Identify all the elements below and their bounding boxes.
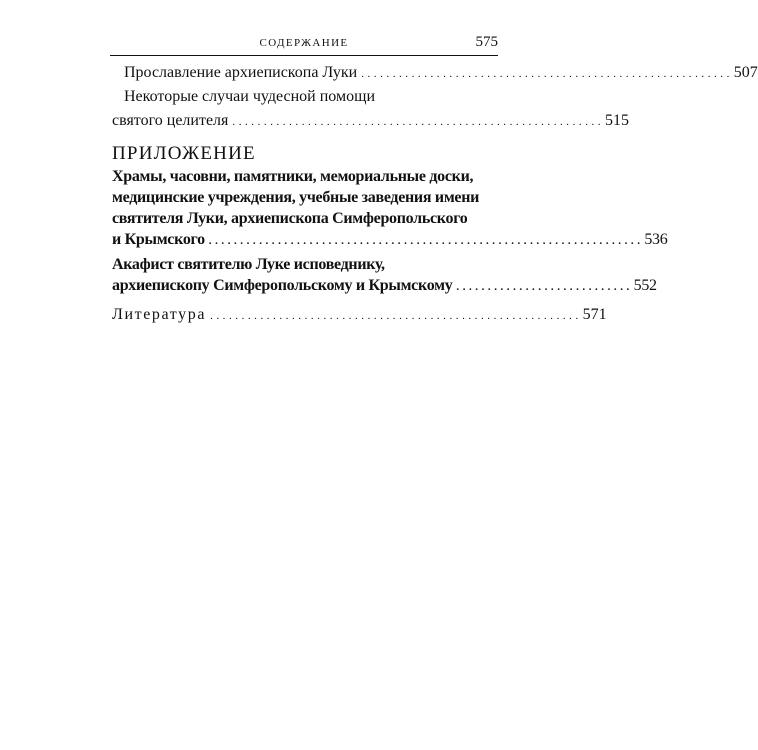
toc-entry-text: медицинские учреждения, учебные заведения имени: [112, 189, 480, 206]
running-header: [110, 34, 498, 56]
dot-leader: . . . . . . . . . . . . . . . . . . . . . . . . . . . . . . . . . . . . . . . . . . . . . . . . . . . . . . . . . . .: [210, 310, 579, 322]
spacer: [112, 298, 498, 306]
toc-entry-page: 507: [733, 64, 758, 81]
toc-entry-churches-cont[interactable]: [112, 210, 498, 231]
header-page-number: 575: [475, 34, 498, 50]
toc-entry-text: святителя Луки, архиепископа Симферопольского: [112, 210, 468, 227]
toc-entry-akathist[interactable]: [112, 256, 498, 277]
toc-entry-miracles[interactable]: [112, 88, 498, 112]
toc-entry-text: и Крымского: [112, 231, 205, 248]
toc-entry-akathist-cont[interactable]: [112, 277, 657, 298]
toc-entry-literature[interactable]: [112, 306, 607, 330]
dot-leader: . . . . . . . . . . . . . . . . . . . . . . . . . . . .: [456, 281, 630, 293]
toc-entry-text: Прославление архиепископа Луки: [124, 64, 358, 81]
appendix-heading: ПРИЛОЖЕНИЕ: [112, 143, 256, 164]
header-title: СОДЕРЖАНИЕ: [259, 37, 349, 49]
toc-entry-miracles-cont[interactable]: [112, 112, 629, 136]
toc-entry-churches-cont[interactable]: [112, 189, 498, 210]
toc-entry-churches[interactable]: [112, 168, 498, 189]
table-of-contents: [112, 64, 758, 330]
toc-entry-page: 571: [582, 306, 607, 323]
toc-entry-text: Храмы, часовни, памятники, мемориальные доски,: [112, 168, 474, 185]
toc-entry-text: Акафист святителю Луке исповеднику,: [112, 256, 385, 273]
toc-entry-text: архиепископу Симферопольскому и Крымскому: [112, 277, 453, 294]
toc-entry-text: Литература: [112, 306, 207, 323]
toc-entry-page: 515: [604, 112, 629, 129]
toc-entry-page: 536: [644, 231, 668, 248]
toc-entry-churches-cont[interactable]: [112, 231, 668, 252]
toc-entry-page: 552: [633, 277, 657, 294]
toc-entry-glorification[interactable]: [112, 64, 758, 88]
dot-leader: . . . . . . . . . . . . . . . . . . . . . . . . . . . . . . . . . . . . . . . . . . . . . . . . . . . . . . . . . . .: [232, 116, 601, 128]
dot-leader: . . . . . . . . . . . . . . . . . . . . . . . . . . . . . . . . . . . . . . . . . . . . . . . . . . . . . . . . . . . . . . . . . . . . .: [208, 235, 641, 247]
header-rule: [110, 55, 498, 56]
dot-leader: . . . . . . . . . . . . . . . . . . . . . . . . . . . . . . . . . . . . . . . . . . . . . . . . . . . . . . . . . . .: [361, 68, 730, 80]
toc-entry-text: Некоторые случаи чудесной помощи: [124, 88, 376, 105]
toc-entry-text: святого целителя: [112, 112, 229, 129]
